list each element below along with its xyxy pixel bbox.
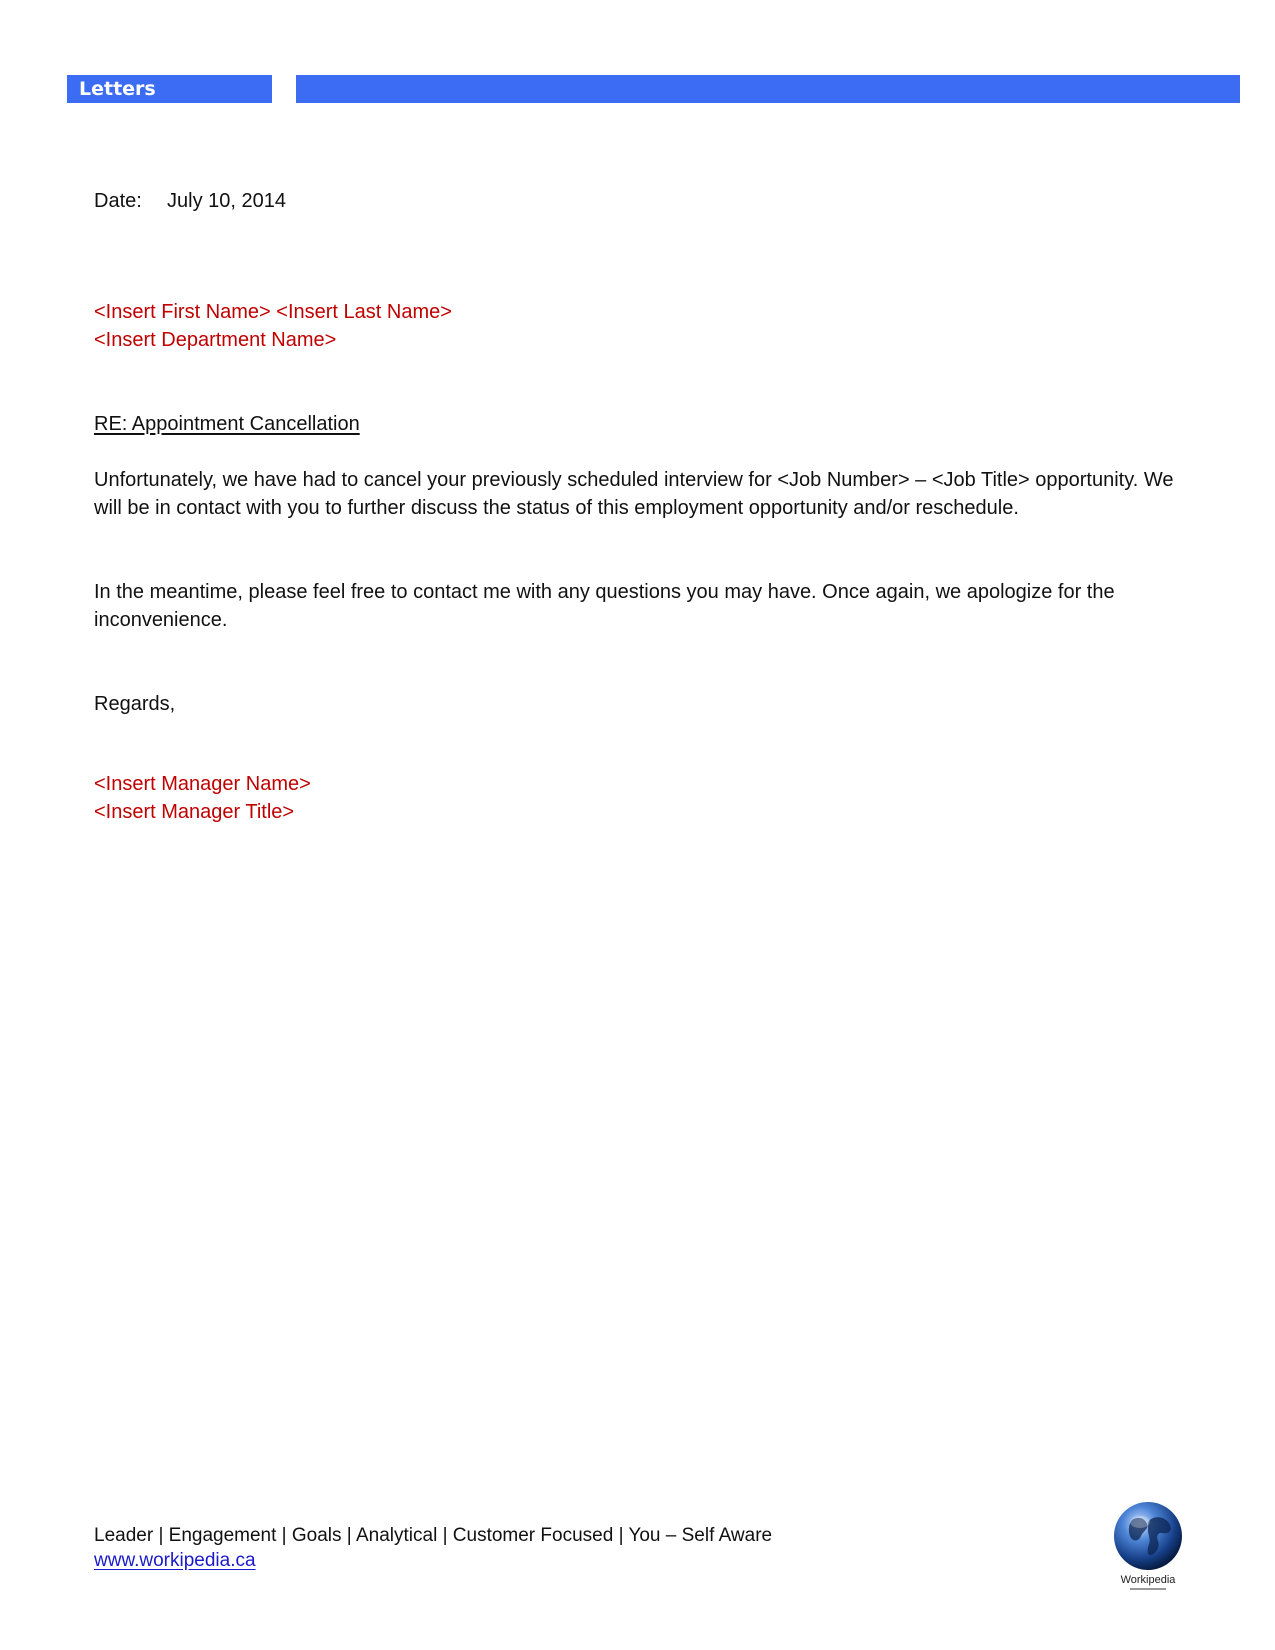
recipient-name-placeholder: <Insert First Name> <Insert Last Name>	[94, 301, 452, 323]
logo-name: Workipedia	[1120, 1574, 1176, 1586]
header-bar	[296, 75, 1240, 103]
body-paragraph-2: In the meantime, please feel free to contact me with any questions you may have. Once again, we apologize for the inconvenience.	[94, 581, 1115, 631]
subject-line: RE: Appointment Cancellation	[94, 413, 360, 435]
workipedia-logo	[1108, 1500, 1188, 1596]
footer-values-line: Leader | Engagement | Goals | Analytical | Customer Focused | You – Self Aware	[94, 1525, 773, 1546]
website-link[interactable]: www.workipedia.ca	[94, 1550, 256, 1571]
recipient-department-placeholder: <Insert Department Name>	[94, 329, 337, 351]
section-label: Letters	[67, 75, 272, 103]
body-paragraph-1: Unfortunately, we have had to cancel your previously scheduled interview for <Job Number> – <Job Title> opportunity. We will be in contact with you to further discuss the status of this employment opportunity and/or reschedule.	[94, 469, 1174, 519]
logo-tagline-mark	[1130, 1588, 1166, 1590]
manager-title-placeholder: <Insert Manager Title>	[94, 801, 295, 823]
globe-icon	[1112, 1500, 1184, 1572]
closing: Regards,	[94, 693, 176, 715]
date-value: July 10, 2014	[167, 190, 286, 212]
manager-name-placeholder: <Insert Manager Name>	[94, 773, 311, 795]
date-label: Date:	[94, 190, 142, 212]
